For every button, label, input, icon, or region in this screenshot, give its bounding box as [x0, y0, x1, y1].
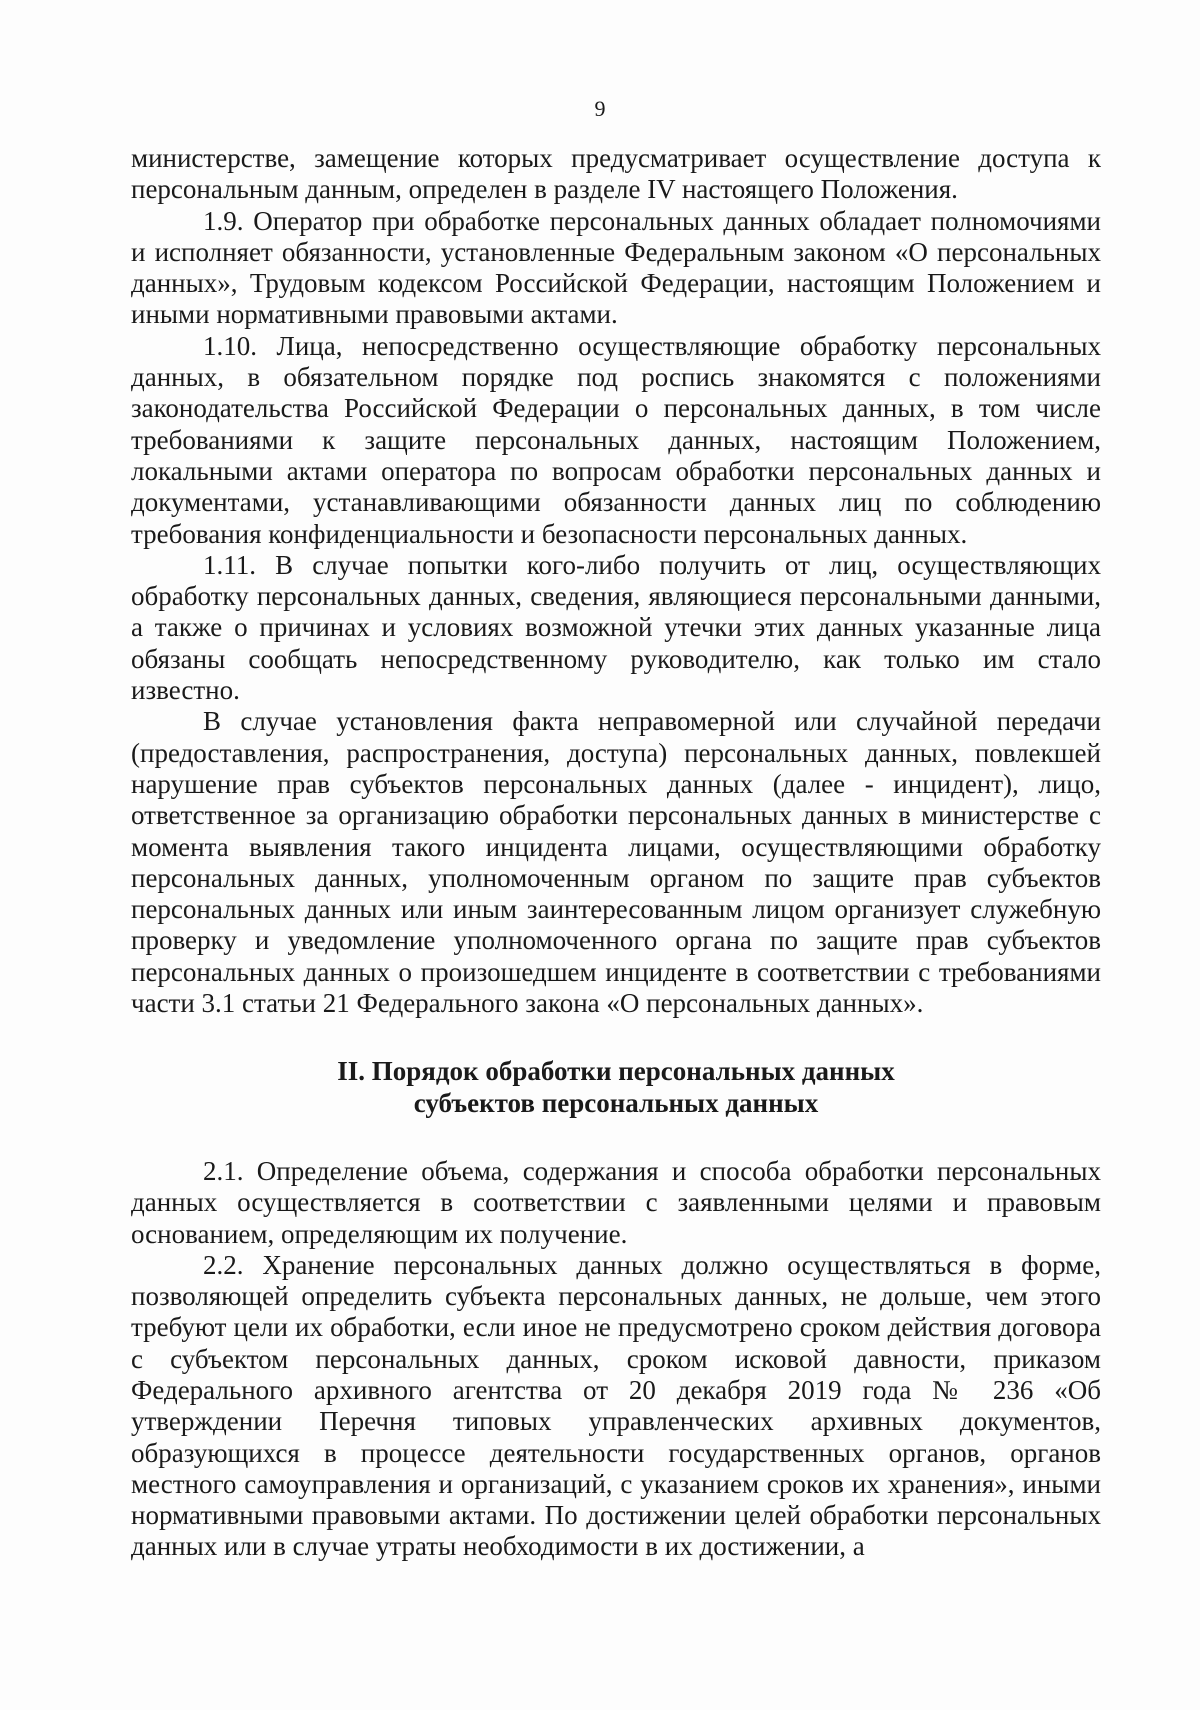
paragraph-2-1: 2.1. Определение объема, содержания и способа обработки персональных данных осуществляется в соответствии с заявленными целями и правовым основанием, определяющим их получение.: [131, 1155, 1101, 1249]
document-body: [131, 143, 1101, 1563]
section-heading-line-2: субъектов персональных данных: [413, 1087, 819, 1118]
paragraph-continuation: министерстве, замещение которых предусматривает осуществление доступа к персональным данным, определен в разделе IV настоящего Положения.: [131, 143, 1101, 205]
page-number: 9: [594, 96, 606, 121]
section-heading: [131, 1056, 1101, 1119]
paragraph-2-2: 2.2. Хранение персональных данных должно осуществляться в форме, позволяющей определить субъекта персональных данных, не дольше, чем этого требуют цели их обработки, если иное не предусмотрено сроком действия договора с субъектом персональных данных, сроком исковой давности, приказом Федерального архивного агентства от 20 декабря 2019 года № 236 «Об утверждении Перечня типовых управленческих архивных документов, образующихся в процессе деятельности государственных органов, органов местного самоуправления и организаций, с указанием сроков их хранения», иными нормативными правовыми актами. По достижении целей обработки персональных данных или в случае утраты необходимости в их достижении, а: [131, 1249, 1101, 1562]
paragraph-1-11: 1.11. В случае попытки кого-либо получить от лиц, осуществляющих обработку персональных данных, сведения, являющиеся персональными данными, а также о причинах и условиях возможной утечки этих данных указанные лица обязаны сообщать непосредственному руководителю, как только им стало известно.: [131, 549, 1101, 706]
paragraph-incident: В случае установления факта неправомерной или случайной передачи (предоставления, распространения, доступа) персональных данных, повлекшей нарушение прав субъектов персональных данных (далее - инцидент), лицо, ответственное за организацию обработки персональных данных в министерстве с момента выявления такого инцидента лицами, осуществляющими обработку персональных данных, уполномоченным органом по защите прав субъектов персональных данных или иным заинтересованным лицом организует служебную проверку и уведомление уполномоченного органа по защите прав субъектов персональных данных о произошедшем инциденте в соответствии с требованиями части 3.1 статьи 21 Федерального закона «О персональных данных».: [131, 706, 1101, 1019]
paragraph-1-10: 1.10. Лица, непосредственно осуществляющие обработку персональных данных, в обязательном порядке под роспись знакомятся с положениями законодательства Российской Федерации о персональных данных, в том числе требованиями к защите персональных данных, настоящим Положением, локальными актами оператора по вопросам обработки персональных данных и документами, устанавливающими обязанности данных лиц по соблюдению требования конфиденциальности и безопасности персональных данных.: [131, 330, 1101, 549]
paragraph-1-9: 1.9. Оператор при обработке персональных данных обладает полномочиями и исполняет обязанности, установленные Федеральным законом «О персональных данных», Трудовым кодексом Российской Федерации, настоящим Положением и иными нормативными правовыми актами.: [131, 205, 1101, 330]
section-heading-line-1: II. Порядок обработки персональных данных: [337, 1056, 895, 1087]
